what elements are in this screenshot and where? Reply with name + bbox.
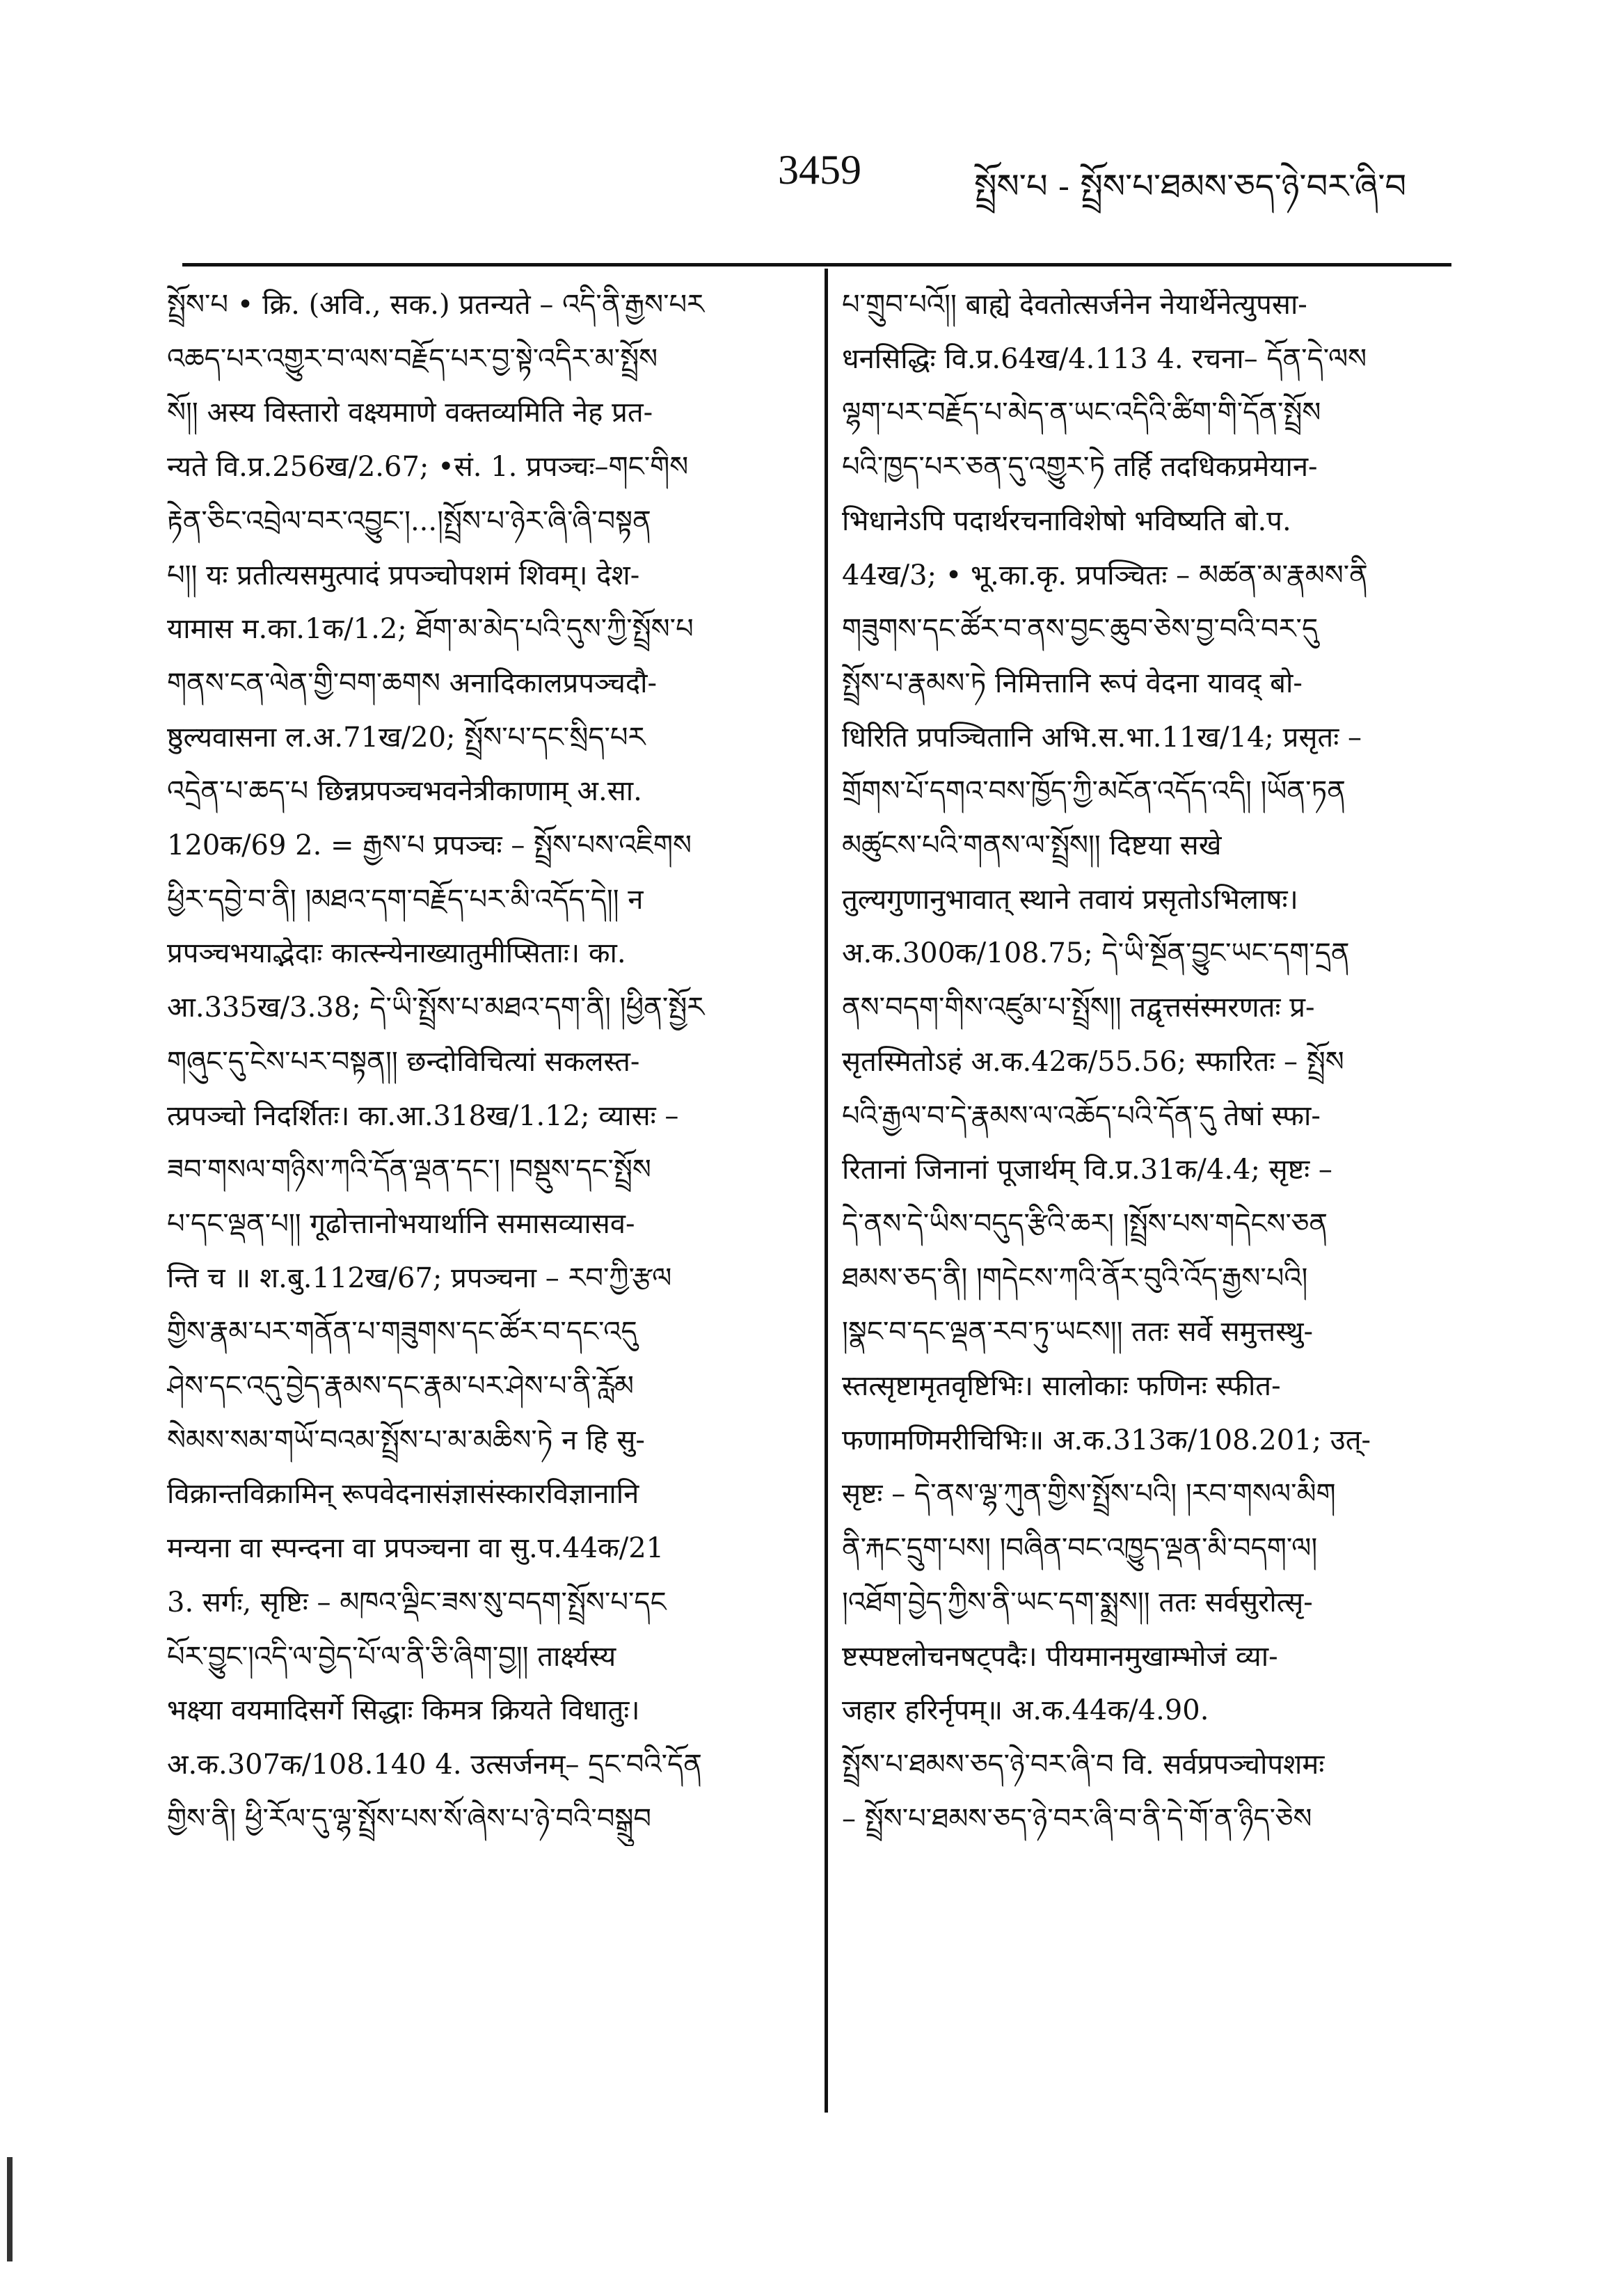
text-line: སྤྲོས་པ་རྣམས་ཏེ निमित्तानि रूपं वेदना यावद् बो- (842, 667, 1303, 699)
text-line: न्यते वि.प्र.256ख/2.67; •सं. 1. प्रपञ्चः–གང་གིས (167, 451, 689, 484)
text-line: त्प्रपञ्चो निदर्शितः। का.आ.318ख/1.12; व्यासः – (167, 1099, 679, 1132)
running-head: སྤྲོས་པ - སྤྲོས་པ་ཐམས་ཅད་ཉེ་བར་ཞི་བ (974, 167, 1407, 206)
text-line: པ་གྲུབ་པའོ།། बाह्ये देवतोत्सर्जनेन नेयार्थेनेत्युपसा- (842, 289, 1307, 321)
text-line: ष्टस्पष्टलोचनषट्पदैः। पीयमानमुखाम्भोजं व्या- (842, 1640, 1278, 1673)
text-line: सृतस्मितोऽहं अ.क.42क/55.56; स्फारितः – སྤྲོས (842, 1045, 1344, 1078)
text-line: यामास म.का.1क/1.2; ཐོག་མ་མེད་པའི་དུས་ཀྱི་སྤྲོས་པ (167, 613, 694, 646)
text-line: फणामणिमरीचिभिः॥ अ.क.313क/108.201; उत्- (842, 1424, 1371, 1456)
text-line: དེ་ནས་དེ་ཡིས་བདུད་རྩིའི་ཆར། །སྤྲོས་པས་གདེངས་ཅན (842, 1207, 1328, 1240)
text-line: གྱིས་ནི། ཕྱི་རོལ་དུ་ལྷ་སྤྲོས་པས་སོ་ཞེས་པ་ཉེ་བའི་བསྒྲུབ (167, 1802, 652, 1835)
text-line: པ་དང་ལྡན་པ།། गूढोत्तानोभयार्थानि समासव्यासव- (167, 1207, 635, 1240)
text-line: 120क/69 2. = རྒྱས་པ प्रपञ्चः – སྤྲོས་པས་འཇིགས (167, 829, 692, 862)
text-line: ཐམས་ཅད་ནི། །གདེངས་ཀའི་ནོར་བུའི་འོད་རྒྱས་པའི། (842, 1262, 1308, 1294)
text-line: आ.335ख/3.38; དེ་ཡི་སྤྲོས་པ་མཐའ་དག་ནི། །ཕྱིན་སྤྱོར (167, 992, 705, 1024)
text-line: ཤེས་དང་འདུ་བྱེད་རྣམས་དང་རྣམ་པར་ཤེས་པ་ནི་རློམ (167, 1370, 634, 1403)
text-line: सृष्टः – དེ་ནས་ལྷ་ཀུན་གྱིས་སྤྲོས་པའི། །རབ་གསལ་མིག (842, 1478, 1336, 1511)
text-line: རྟེན་ཅིང་འབྲེལ་བར་འབྱུང་།...།སྤྲོས་པ་ཉེར་ཞི་ཞི་བསྟན (167, 504, 651, 537)
text-line: अ.क.300क/108.75; དེ་ཡི་སྔོན་བྱུང་ཡང་དག་དྲན (842, 937, 1350, 970)
text-line: པ།། यः प्रतीत्यसमुत्पादं प्रपञ्चोपशमं शिवम्। देश- (167, 559, 640, 591)
left-column (167, 278, 814, 1846)
text-line: मन्यना वा स्पन्दना वा प्रपञ्चना वा सु.प.44क/21 (167, 1532, 664, 1565)
text-line: གྱིས་རྣམ་པར་གནོན་པ་གཟུགས་དང་ཚོར་བ་དང་འདུ (167, 1316, 637, 1349)
text-line: धनसिद्धिः वि.प्र.64ख/4.113 4. रचना– དོན་དེ་ལས (842, 342, 1367, 375)
text-line: – སྤྲོས་པ་ཐམས་ཅད་ཉེ་བར་ཞི་བ་ནི་དེ་གོ་ན་ཉིད་ཅེས (842, 1802, 1312, 1835)
text-line: भिधानेऽपि पदार्थरचनाविशेषो भविष्यति बो.प. (842, 504, 1291, 537)
text-line: ཕྱིར་དབྱེ་བ་ནི། །མཐའ་དག་བརྗོད་པར་མི་འདོད་དེ།། न (167, 883, 644, 916)
text-line: 44ख/3; • भू.का.कृ. प्रपञ्चितः – མཚན་མ་རྣམས་ནི (842, 559, 1368, 591)
text-line: པའི་རྒྱལ་བ་དེ་རྣམས་ལ་འཆོད་པའི་དོན་དུ तेषां स्फा- (842, 1099, 1321, 1132)
text-line: ष्ठुल्यवासना ल.अ.71ख/20; སྤྲོས་པ་དང་སྲིད་པར (167, 721, 646, 754)
text-line: པའི་ཁྱད་པར་ཅན་དུ་འགྱུར་ཏེ तर्हि तदधिकप्रमेयान- (842, 451, 1318, 484)
text-line: न्ति च ॥ श.बु.112ख/67; प्रपञ्चना – རབ་ཀྱི་རྩལ (167, 1262, 672, 1294)
text-line: མཚུངས་པའི་གནས་ལ་སྤྲོས།། दिष्टया सखे (842, 829, 1222, 862)
text-line: སྤྲོས་པ་ཐམས་ཅད་ཉེ་བར་ཞི་བ वि. सर्वप्रपञ्चोपशमः (842, 1748, 1325, 1781)
text-line: འདྲེན་པ་ཆད་པ छिन्नप्रपञ्चभवनेत्रीकाणाम् अ.सा. (167, 775, 642, 808)
text-line: སོ།། अस्य विस्तारो वक्ष्यमाणे वक्तव्यमिति नेह प्रत- (167, 397, 653, 429)
column-divider (825, 269, 828, 2113)
text-line: སེམས་སམ་གཡོ་བའམ་སྤྲོས་པ་མ་མཆིས་ཏེ न हि सु- (167, 1424, 645, 1456)
text-line: धिरिति प्रपञ्चितानि अभि.स.भा.11ख/14; प्रसृतः – (842, 721, 1362, 754)
text-line: 3. सर्गः, सृष्टिः – མཁའ་ལྡིང་ཟས་སུ་བདག་སྤྲོས་པ་དང (167, 1586, 667, 1619)
text-line: གཞུང་དུ་ངེས་པར་བསྟན།། छन्दोविचित्यां सकलस्त- (167, 1045, 640, 1078)
text-line: प्रपञ्चभयाद्भेदाः कात्स्न्येनाख्यातुमीप्सिताः। का. (167, 937, 626, 970)
text-line: །སྣང་བ་དང་ལྡན་རབ་ཏུ་ཡངས།། ततः सर्वे समुत्तस्थु- (842, 1316, 1314, 1349)
text-line: ནས་བདག་གིས་འཛུམ་པ་སྤྲོས།། तद्वृत्तसंस्मरणतः प्र- (842, 992, 1315, 1024)
text-line: विक्रान्तविक्रामिन् रूपवेदनासंज्ञासंस्कारविज्ञानानि (167, 1478, 639, 1511)
text-line: ནི་རྐང་དྲུག་པས། །བཞིན་བང་འཁྱུད་ལྡན་མི་བདག་ལ། (842, 1532, 1318, 1565)
text-line: ཟབ་གསལ་གཉིས་ཀའི་དོན་ལྡན་དང་། །བསྡུས་དང་སྤྲོས (167, 1154, 651, 1186)
text-line: रितानां जिनानां पूजार्थम् वि.प्र.31क/4.4; सृष्टः – (842, 1154, 1332, 1186)
text-line: གནས་ངན་ལེན་གྱི་བག་ཆགས अनादिकालप्रपञ्चदौ- (167, 667, 658, 699)
text-line: भक्ष्या वयमादिसर्गे सिद्धाः किमत्र क्रियते विधातुः। (167, 1694, 640, 1727)
text-line: ལྷག་པར་བརྗོད་པ་མེད་ན་ཡང་འདིའི་ཚིག་གི་དོན་སྤྲོས (842, 397, 1321, 429)
text-line: जहार हरिर्नृपम्॥ अ.क.44क/4.90. (842, 1694, 1209, 1727)
text-line: तुल्यगुणानुभावात् स्थाने तवायं प्रसृतोऽभिलाषः। (842, 883, 1298, 916)
scan-margin-mark (7, 2157, 13, 2261)
text-line: འཆད་པར་འགྱུར་བ་ལས་བརྗོད་པར་བྱ་སྟེ་འདིར་མ་སྤྲོས (167, 342, 658, 375)
text-line: अ.क.307क/108.140 4. उत्सर्जनम्– དྲང་བའི་དོན (167, 1748, 702, 1781)
right-column (842, 278, 1454, 1846)
text-line: །འཐོག་བྱེད་ཀྱིས་ནི་ཡང་དག་སྨྲས།། ततः सर्वसुरोत्सृ- (842, 1586, 1313, 1619)
page-number: 3459 (778, 147, 861, 193)
text-line: པོར་བྱུང་།འདི་ལ་བྱེད་པོ་ལ་ནི་ཅི་ཞིག་བྱ།། तार्क्ष्यस्य (167, 1640, 616, 1673)
text-line: स्तत्सृष्टामृतवृष्टिभिः। सालोकाः फणिनः स्फीत- (842, 1370, 1281, 1403)
text-line: གྲོགས་པོ་དགའ་བས་ཁྱོད་ཀྱི་མངོན་འདོད་འདི། །ཡོན་ཏན (842, 775, 1346, 808)
header-rule (182, 263, 1451, 267)
text-line: གཟུགས་དང་ཚོར་བ་ནས་བྱང་ཆུབ་ཅེས་བྱ་བའི་བར་དུ (842, 613, 1319, 646)
text-line: སྤྲོས་པ • क्रि. (अवि., सक.) प्रतन्यते – འདི་ནི་རྒྱས་པར (167, 289, 705, 321)
